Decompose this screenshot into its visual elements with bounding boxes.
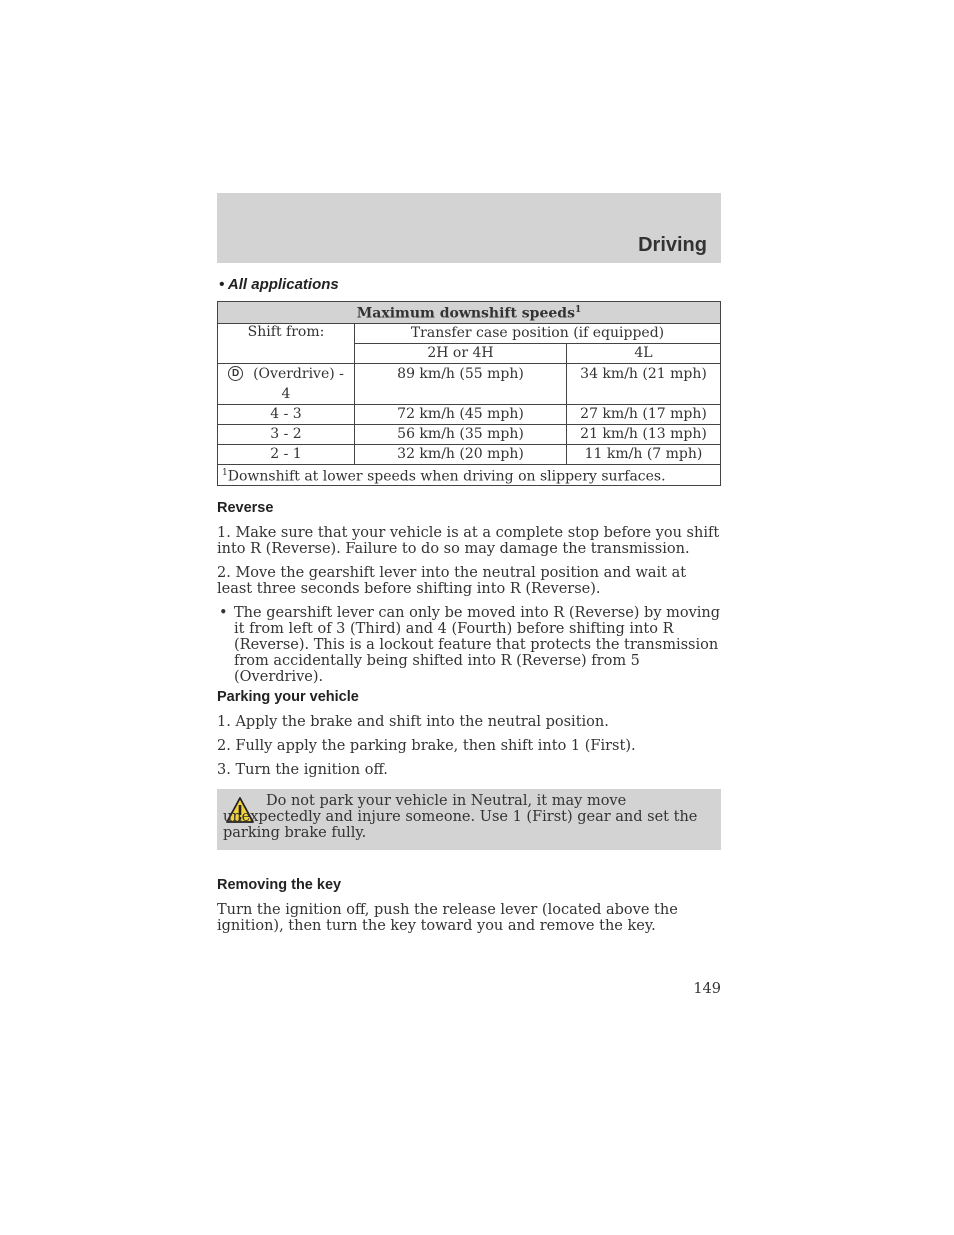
shift-from-cell: D (Overdrive) - 4: [218, 363, 355, 404]
speed-4l-cell: 11 km/h (7 mph): [567, 444, 721, 464]
table-row: [218, 444, 721, 464]
speed-4l-cell: 34 km/h (21 mph): [567, 363, 721, 404]
reverse-step-2: 2. Move the gearshift lever into the neutral position and wait at least three seconds before shifting into R (Reverse).: [217, 565, 687, 597]
downshift-speeds-table: [217, 301, 721, 486]
table-row: [218, 363, 721, 404]
parking-step-1: 1. Apply the brake and shift into the neutral position.: [217, 714, 609, 730]
shift-from-cell: 2 - 1: [218, 444, 355, 464]
speed-4l-cell: 27 km/h (17 mph): [567, 404, 721, 424]
speed-2h4h-cell: 89 km/h (55 mph): [355, 363, 567, 404]
parking-heading: Parking your vehicle: [217, 689, 359, 705]
removing-key-text: Turn the ignition off, push the release lever (located above the ignition), then turn the key toward you and remove the key.: [217, 902, 678, 934]
col-header-2h4h: 2H or 4H: [355, 343, 567, 363]
parking-step-2: 2. Fully apply the parking brake, then shift into 1 (First).: [217, 738, 636, 754]
reverse-step-1: 1. Make sure that your vehicle is at a complete stop before you shift into R (Reverse). Failure to do so may damage the transmission.: [217, 525, 720, 557]
removing-key-heading: Removing the key: [217, 877, 342, 893]
warning-text: Do not park your vehicle in Neutral, it may move unexpectedly and injure someone. Use 1 (First) gear and set the parking brake fully.: [223, 793, 698, 841]
shift-from-header: Shift from:: [218, 323, 355, 363]
shift-from-cell: 3 - 2: [218, 424, 355, 444]
table-row: [218, 424, 721, 444]
speed-2h4h-cell: 32 km/h (20 mph): [355, 444, 567, 464]
drive-d-icon: D: [228, 366, 243, 381]
applications-heading: [219, 276, 339, 293]
transfer-case-header: Transfer case position (if equipped): [355, 323, 721, 343]
col-header-4l: 4L: [567, 343, 721, 363]
speed-2h4h-cell: 56 km/h (35 mph): [355, 424, 567, 444]
parking-step-3: 3. Turn the ignition off.: [217, 762, 388, 778]
warning-box: [217, 789, 721, 850]
shift-from-cell: 4 - 3: [218, 404, 355, 424]
speed-2h4h-cell: 72 km/h (45 mph): [355, 404, 567, 424]
table-title: Maximum downshift speeds$^1$: [218, 302, 721, 324]
speed-4l-cell: 21 km/h (13 mph): [567, 424, 721, 444]
table-row: [218, 404, 721, 424]
table-footnote: $^1$Downshift at lower speeds when driving on slippery surfaces.: [218, 464, 721, 486]
page-number: 149: [693, 981, 721, 997]
header-band: [217, 193, 721, 263]
applications-heading-text: All applications: [227, 276, 339, 293]
section-title: Driving: [638, 234, 707, 256]
bullet-glyph: •: [219, 605, 228, 621]
reverse-bullet: • The gearshift lever can only be moved into R (Reverse) by moving it from left of 3 (Third) and 4 (Fourth) before shifting into R (Reverse). This is a lockout feature that protects the transmission from accidentally being shifted into R (Reverse) from 5 (Overdrive).: [219, 605, 721, 685]
reverse-heading: Reverse: [217, 500, 274, 516]
bullet-glyph: •: [219, 276, 225, 293]
